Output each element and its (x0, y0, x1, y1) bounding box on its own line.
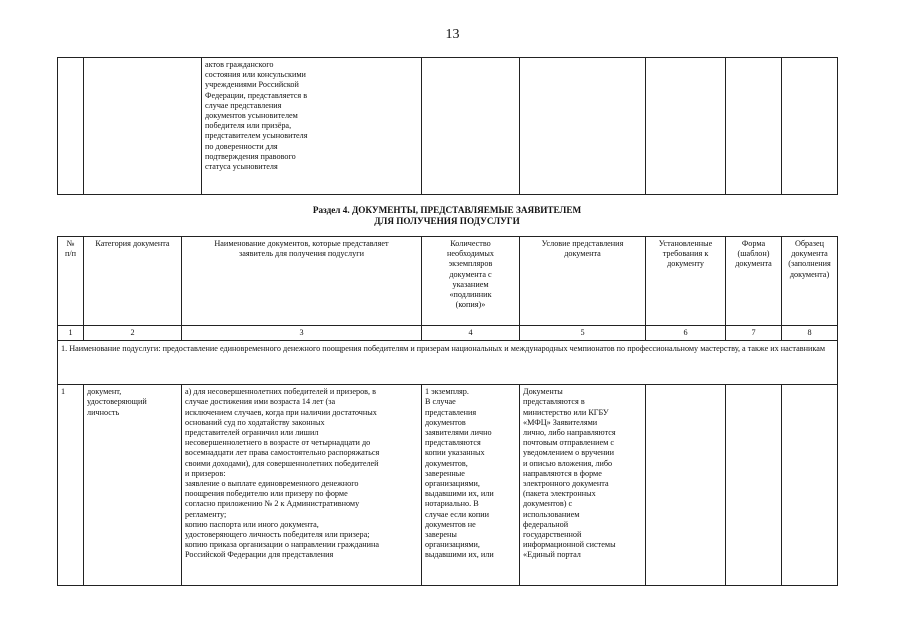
document-sample (782, 385, 838, 586)
header-cell: Категория документа (84, 237, 182, 326)
document-condition: Документы представляются в министерство или КГБУ «МФЦ» Заявителями лично, либо направляются почтовым отправлением с уведомлением о вручении и описью вложения, либо направляются в форме электронного документа (пакета электронных документов) с использованием федеральной государственной информационной системы «Единый портал (520, 385, 646, 586)
header-row (58, 237, 838, 326)
page-number: 13 (445, 27, 460, 42)
row-number: 1 (58, 385, 84, 586)
continuation-cell-text: актов гражданского состояния или консульскими учреждениями Российской Федерации, представляется в случае представления документов усыновителем победителя или призёра, представителем усыновителя по доверенности для подтверждения правового статуса усыновителя (202, 58, 422, 195)
column-number: 8 (782, 326, 838, 341)
document-category: документ, удостоверяющий личность (84, 385, 182, 586)
column-number: 3 (182, 326, 422, 341)
service-name: 1. Наименование подуслуги: предоставление единовременного денежного поощрения победителям и призерам национальных и международных чемпионатов по профессиональному мастерству, а также их наставникам (58, 341, 838, 385)
header-cell: Установленные требования к документу (646, 237, 726, 326)
document-form (726, 385, 782, 586)
header-cell: Форма (шаблон) документа (726, 237, 782, 326)
header-cell: Образец документа (заполнения документа) (782, 237, 838, 326)
header-cell: Условие представления документа (520, 237, 646, 326)
column-number: 1 (58, 326, 84, 341)
table-row (58, 385, 838, 586)
header-cell: № п/п (58, 237, 84, 326)
column-number: 2 (84, 326, 182, 341)
document-requirements (646, 385, 726, 586)
column-number: 6 (646, 326, 726, 341)
column-number: 5 (520, 326, 646, 341)
column-number-row (58, 326, 838, 341)
documents-table (57, 236, 838, 586)
section-title: Раздел 4. ДОКУМЕНТЫ, ПРЕДСТАВЛЯЕМЫЕ ЗАЯВИТЕЛЕМ ДЛЯ ПОЛУЧЕНИЯ ПОДУСЛУГИ (312, 205, 582, 226)
header-cell: Наименование документов, которые представляет заявитель для получения подуслуги (182, 237, 422, 326)
service-name-row (58, 341, 838, 385)
document-quantity: 1 экземпляр. В случае представления документов заявителями лично представляются копии указанных документов, заверенные организациями, выдавшими их, или нотариально. В случае если копии документов не заверены организациями, выдавшими их, или (422, 385, 520, 586)
document-names: а) для несовершеннолетних победителей и призеров, в случае достижения ими возраста 14 лет (за исключением случаев, когда при наличии достаточных оснований суд по ходатайству законных представителей ограничил или лишил несовершеннолетнего в возрасте от четырнадцати до восемнадцати лет права самостоятельно распоряжаться своими доходами), для совершеннолетних победителей и призеров: заявление о выплате единовременного денежного поощрения победителю или призеру по форме согласно приложению № 2 к Административному регламенту; копию паспорта или иного документа, удостоверяющего личность победителя или призера; копию приказа организации о направлении гражданина Российской Федерации для представления (182, 385, 422, 586)
header-cell: Количество необходимых экземпляров документа с указанием «подлинник (копия)» (422, 237, 520, 326)
continuation-table (57, 57, 838, 195)
column-number: 7 (726, 326, 782, 341)
column-number: 4 (422, 326, 520, 341)
